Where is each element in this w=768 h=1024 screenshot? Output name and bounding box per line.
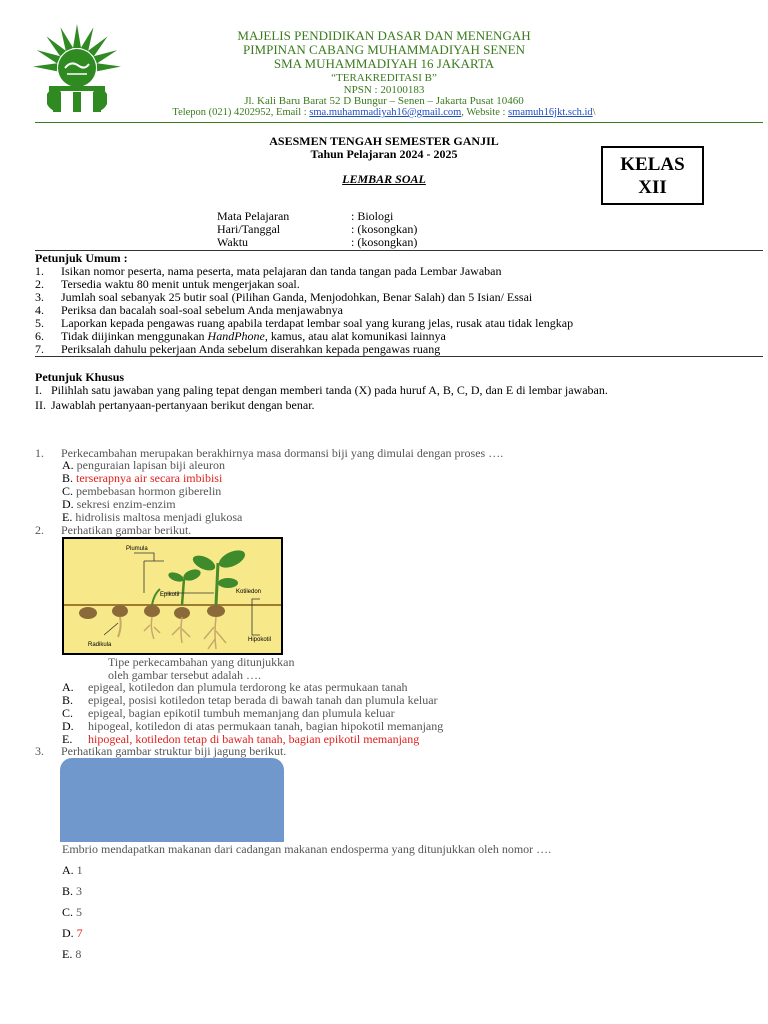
general-item: 2. Tersedia waktu 80 menit untuk mengerjakan soal. (35, 277, 300, 291)
class-box (601, 146, 704, 205)
q3-option-d[interactable]: D. 7 (62, 926, 83, 940)
general-item: 7. Periksalah dahulu pekerjaan Anda sebelum diserahkan kepada pengawas ruang (35, 342, 441, 356)
q3-option-e[interactable]: E. 8 (62, 947, 82, 961)
class-label: KELAS (620, 154, 685, 175)
academic-year: Tahun Pelajaran 2024 - 2025 (310, 147, 458, 161)
info-row: Waktu : (kosongkan) (217, 235, 418, 249)
corn-seed-image-placeholder (60, 758, 284, 842)
q2-caption-line-1: Tipe perkecambahan yang ditunjukkan (108, 655, 295, 669)
address-text: Jl. Kali Baru Barat 52 D Bungur – Senen – Jakarta Pusat 10460 (244, 95, 524, 107)
general-item: 6. Tidak diijinkan menggunakan HandPhone, kamus, atau alat komunikasi lainnya (35, 329, 446, 343)
q1-option-e[interactable]: E. hidrolisis maltosa menjadi glukosa (62, 510, 243, 524)
q2-option-b[interactable]: B. epigeal, posisi kotiledon tetap berada di bawah tanah dan plumula keluar (62, 693, 438, 707)
q1-option-a[interactable]: A. penguraian lapisan biji aleuron (62, 458, 225, 472)
q2-option-d[interactable]: D. hipogeal, kotiledon di atas permukaan tanah, bagian hipokotil memanjang (62, 719, 444, 733)
header-line-3: SMA MUHAMMADIYAH 16 JAKARTA (273, 56, 495, 71)
info-row: Hari/Tanggal : (kosongkan) (217, 222, 418, 236)
header-line-2: PIMPINAN CABANG MUHAMMADIYAH SENEN (242, 42, 526, 57)
special-item: II. Jawablah pertanyaan-pertanyaan berikut dengan benar. (35, 398, 315, 412)
special-item: I. Pilihlah satu jawaban yang paling tepat dengan memberi tanda (X) pada huruf A, B, C, D, dan E di lembar jawaban. (35, 383, 608, 397)
exam-info (217, 210, 417, 249)
contact-line (0, 106, 768, 120)
info-divider (35, 250, 763, 251)
figure-label-hipokotil: Hipokotil (248, 637, 272, 643)
website-label: , Website : (461, 107, 509, 118)
general-instructions-title: Petunjuk Umum : (35, 251, 128, 265)
q3-question: Embrio mendapatkan makanan dari cadangan makanan endosperma yang ditunjukkan oleh nomor …. (62, 842, 552, 856)
general-divider (35, 356, 763, 357)
website-tail: \ (592, 107, 596, 118)
phone-email-label: Telepon (021) 4202952, Email : (172, 107, 310, 118)
question-2: 2. Perhatikan gambar berikut. (35, 523, 192, 537)
q1-option-d[interactable]: D. sekresi enzim-enzim (62, 497, 176, 511)
q2-option-a[interactable]: A. epigeal, kotiledon dan plumula terdorong ke atas permukaan tanah (62, 680, 408, 694)
q3-option-c[interactable]: C. 5 (62, 905, 83, 919)
email-link[interactable]: sma.muhammadiyah16@gmail.com (309, 107, 462, 118)
header-line-1: MAJELIS PENDIDIKAN DASAR DAN MENENGAH (237, 28, 531, 43)
general-item: 4. Periksa dan bacalah soal-soal sebelum Anda menjawabnya (35, 303, 343, 317)
q2-option-e[interactable]: E. hipogeal, kotiledon tetap di bawah tanah, bagian epikotil memanjang (62, 732, 420, 746)
germination-figure (62, 537, 283, 655)
figure-label-epikotil: Epikotil (160, 592, 180, 598)
q1-option-b[interactable]: B. terserapnya air secara imbibisi (62, 471, 223, 485)
general-item: 3. Jumlah soal sebanyak 25 butir soal (Pilihan Ganda, Menjodohkan, Benar Salah) dan 5 Isian/ Essai (35, 290, 533, 304)
question-3: 3. Perhatikan gambar struktur biji jagung berikut. (35, 744, 287, 758)
q3-option-b[interactable]: B. 3 (62, 884, 83, 898)
q2-caption-line-2: oleh gambar tersebut adalah …. (108, 668, 261, 682)
figure-label-plumula: Plumula (126, 546, 148, 552)
general-item: 5. Laporkan kepada pengawas ruang apabila terdapat lembar soal yang kurang jelas, rusak atau tidak lengkap (35, 316, 574, 330)
figure-label-kotiledon: Kotiledon (236, 589, 262, 595)
info-row: Mata Pelajaran : Biologi (217, 209, 394, 223)
npsn-text: NPSN : 20100183 (343, 84, 425, 96)
sheet-title: LEMBAR SOAL (342, 172, 426, 186)
exam-title: ASESMEN TENGAH SEMESTER GANJIL (269, 134, 499, 148)
website-link[interactable]: smamuh16jkt.sch.id (508, 107, 593, 118)
q3-option-a[interactable]: A. 1 (62, 863, 83, 877)
general-item: 1. Isikan nomor peserta, nama peserta, mata pelajaran dan tanda tangan pada Lembar Jawaban (35, 264, 502, 278)
special-instructions-title: Petunjuk Khusus (35, 370, 125, 384)
accreditation-text: “TERAKREDITASI B” (331, 72, 437, 84)
header-divider (35, 122, 763, 123)
question-1: 1. Perkecambahan merupakan berakhirnya masa dormansi biji yang dimulai dengan proses …. (35, 446, 504, 460)
class-value: XII (638, 177, 667, 198)
q1-option-c[interactable]: C. pembebasan hormon giberelin (62, 484, 222, 498)
figure-label-radikula: Radikula (88, 642, 112, 648)
q2-option-c[interactable]: C. epigeal, bagian epikotil tumbuh memanjang dan plumula keluar (62, 706, 395, 720)
